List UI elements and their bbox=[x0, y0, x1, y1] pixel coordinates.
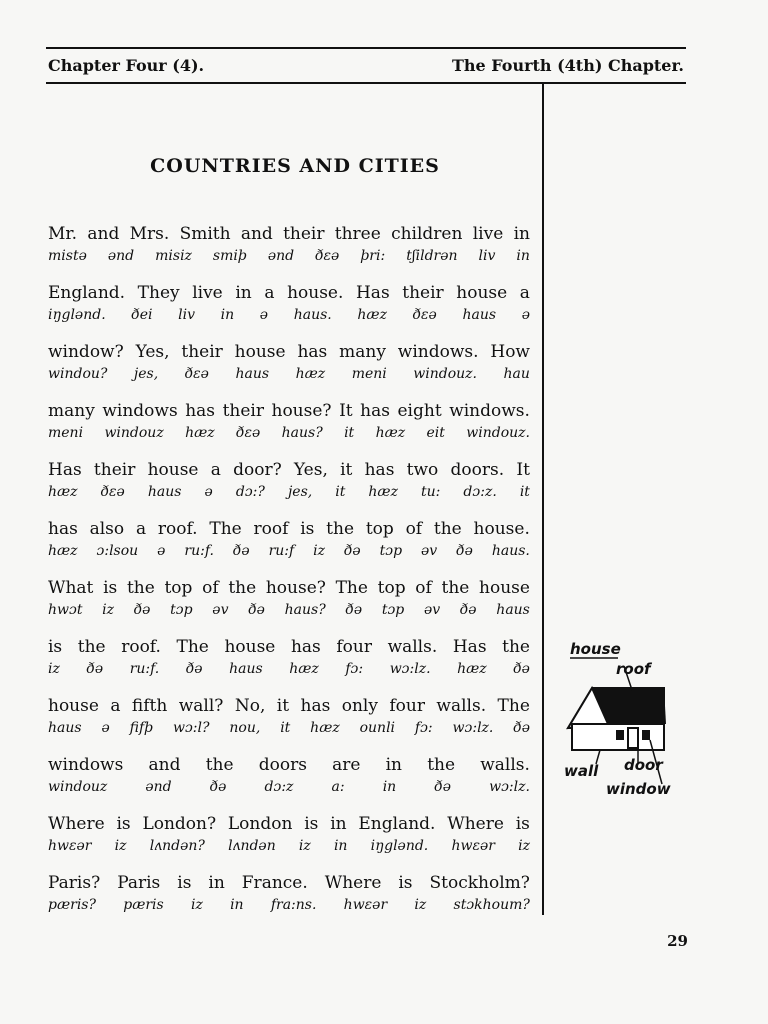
phonetic-word: ə bbox=[157, 543, 166, 559]
english-word: their bbox=[222, 401, 264, 421]
text-line-pair bbox=[48, 342, 530, 384]
phonetic-word: iz bbox=[518, 838, 530, 854]
english-word: also bbox=[89, 519, 125, 539]
english-word: a bbox=[264, 283, 275, 303]
phonetic-word: eit bbox=[426, 425, 445, 441]
english-word: their bbox=[283, 224, 325, 244]
phonetic-word: lʌndən? bbox=[149, 838, 205, 854]
phonetic-word: əv bbox=[421, 543, 438, 559]
phonetic-line bbox=[48, 364, 530, 384]
phonetic-word: ðɛə bbox=[236, 425, 261, 441]
phonetic-line bbox=[48, 423, 530, 443]
top-rule bbox=[46, 47, 686, 49]
phonetic-word: tɔp bbox=[379, 543, 403, 559]
english-word: live bbox=[192, 283, 223, 303]
phonetic-word: ənd bbox=[267, 248, 295, 264]
phonetic-line bbox=[48, 895, 530, 915]
phonetic-line bbox=[48, 482, 530, 502]
english-word: top bbox=[377, 578, 406, 598]
phonetic-word: hæz bbox=[310, 720, 340, 736]
english-word: Paris bbox=[117, 873, 161, 893]
phonetic-word: a: bbox=[331, 779, 345, 795]
english-word: a bbox=[210, 460, 221, 480]
english-word: England. bbox=[48, 283, 126, 303]
english-word: four bbox=[389, 696, 425, 716]
text-line-pair bbox=[48, 578, 530, 620]
phonetic-word: iz bbox=[313, 543, 325, 559]
english-line bbox=[48, 873, 530, 893]
english-word: has bbox=[185, 401, 216, 421]
english-word: roof. bbox=[157, 519, 198, 539]
label-door: door bbox=[624, 756, 663, 774]
phonetic-word: iz bbox=[298, 838, 311, 854]
english-word: England. bbox=[358, 814, 436, 834]
english-word: live bbox=[472, 224, 504, 244]
phonetic-word: ɔ:lsou bbox=[96, 543, 139, 559]
english-word: Mr. bbox=[48, 224, 78, 244]
english-word: top bbox=[365, 519, 394, 539]
english-word: is bbox=[48, 637, 63, 657]
english-word: door? bbox=[233, 460, 282, 480]
phonetic-word: ənd bbox=[145, 779, 172, 795]
english-word: a bbox=[110, 696, 121, 716]
english-line bbox=[48, 342, 530, 362]
english-word: windows. bbox=[449, 401, 530, 421]
phonetic-line bbox=[48, 246, 530, 266]
phonetic-word: ðə bbox=[513, 720, 530, 736]
english-word: has bbox=[48, 519, 78, 539]
phonetic-line bbox=[48, 600, 530, 620]
english-word: the bbox=[205, 755, 234, 775]
phonetic-word: misiz bbox=[155, 248, 192, 264]
english-line bbox=[48, 283, 530, 303]
text-line-pair bbox=[48, 519, 530, 561]
english-word: doors. bbox=[450, 460, 505, 480]
phonetic-word: wɔ:lz. bbox=[452, 720, 494, 736]
phonetic-word: in bbox=[220, 307, 235, 323]
english-line bbox=[48, 696, 530, 716]
english-word: is bbox=[177, 873, 192, 893]
phonetic-word: haus? bbox=[284, 602, 326, 618]
phonetic-word: ðə bbox=[456, 543, 473, 559]
text-line-pair bbox=[48, 460, 530, 502]
phonetic-word: windouz bbox=[48, 779, 108, 795]
text-line-pair bbox=[48, 224, 530, 266]
phonetic-word: ðɛə bbox=[184, 366, 209, 382]
phonetic-word: smiþ bbox=[212, 248, 247, 264]
english-word: of bbox=[202, 578, 219, 598]
english-word: windows bbox=[102, 401, 178, 421]
phonetic-word: windouz. bbox=[413, 366, 477, 382]
english-word: of bbox=[405, 519, 423, 539]
phonetic-word: tu: bbox=[421, 484, 441, 500]
english-word: is bbox=[304, 814, 319, 834]
phonetic-word: ðə bbox=[232, 543, 250, 559]
english-word: walls. bbox=[436, 696, 487, 716]
english-word: four bbox=[336, 637, 372, 657]
phonetic-word: stɔkhoum? bbox=[453, 897, 530, 913]
english-word: in bbox=[330, 814, 347, 834]
english-word: Yes, bbox=[293, 460, 328, 480]
phonetic-word: hwɛər bbox=[48, 838, 92, 854]
phonetic-word: meni bbox=[48, 425, 84, 441]
english-line bbox=[48, 401, 530, 421]
english-word: many bbox=[48, 401, 95, 421]
english-word: house? bbox=[271, 401, 332, 421]
phonetic-word: hwɛər bbox=[343, 897, 388, 913]
english-word: roof bbox=[253, 519, 289, 539]
english-word: and bbox=[148, 755, 181, 775]
english-line bbox=[48, 460, 530, 480]
phonetic-word: in bbox=[230, 897, 244, 913]
english-word: Yes, bbox=[135, 342, 170, 362]
english-word: Has bbox=[355, 283, 390, 303]
english-word: fifth bbox=[131, 696, 168, 716]
label-house: house bbox=[570, 640, 621, 658]
phonetic-word: haus bbox=[462, 307, 497, 323]
phonetic-word: haus. bbox=[491, 543, 530, 559]
phonetic-word: ðə bbox=[343, 543, 361, 559]
header-rule bbox=[46, 82, 686, 84]
english-word: house. bbox=[287, 283, 344, 303]
phonetic-word: fɔ: bbox=[414, 720, 433, 736]
phonetic-word: ðə bbox=[185, 661, 203, 677]
phonetic-word: hæz bbox=[48, 484, 78, 500]
english-word: has bbox=[360, 401, 390, 421]
phonetic-word: iz bbox=[114, 838, 127, 854]
phonetic-word: ə bbox=[259, 307, 269, 323]
english-word: wall? bbox=[178, 696, 224, 716]
english-word: in bbox=[513, 224, 530, 244]
phonetic-line bbox=[48, 836, 530, 856]
phonetic-word: iz bbox=[102, 602, 115, 618]
english-word: has bbox=[297, 342, 328, 362]
phonetic-word: ðə bbox=[86, 661, 104, 677]
english-word: house bbox=[147, 460, 199, 480]
english-word: The bbox=[335, 578, 368, 598]
phonetic-word: hau bbox=[503, 366, 530, 382]
english-word: are bbox=[332, 755, 361, 775]
phonetic-word: wɔ:l? bbox=[172, 720, 210, 736]
english-word: window? bbox=[48, 342, 124, 362]
english-line bbox=[48, 755, 530, 775]
phonetic-word: ru:f. bbox=[129, 661, 160, 677]
english-word: London bbox=[227, 814, 293, 834]
phonetic-word: haus bbox=[496, 602, 530, 618]
english-word: London? bbox=[142, 814, 217, 834]
english-word: a bbox=[519, 283, 530, 303]
phonetic-word: hæz bbox=[185, 425, 215, 441]
phonetic-word: ðə bbox=[459, 602, 477, 618]
phonetic-word: it bbox=[280, 720, 291, 736]
english-word: The bbox=[497, 696, 530, 716]
english-line bbox=[48, 224, 530, 244]
phonetic-word: hwɔt bbox=[48, 602, 83, 618]
phonetic-line bbox=[48, 718, 530, 738]
phonetic-line bbox=[48, 541, 530, 561]
phonetic-word: ə bbox=[521, 307, 530, 323]
english-word: The bbox=[176, 637, 209, 657]
phonetic-word: in bbox=[333, 838, 348, 854]
english-word: windows. bbox=[397, 342, 479, 362]
english-word: their bbox=[402, 283, 444, 303]
english-word: of bbox=[415, 578, 432, 598]
english-word: Where bbox=[48, 814, 105, 834]
english-word: roof. bbox=[121, 637, 161, 657]
english-word: two bbox=[406, 460, 439, 480]
phonetic-word: ðə bbox=[248, 602, 265, 618]
english-word: Stockholm? bbox=[429, 873, 530, 893]
english-word: has bbox=[290, 637, 321, 657]
phonetic-word: ru:f. bbox=[184, 543, 214, 559]
phonetic-word: iŋglənd. bbox=[370, 838, 429, 854]
phonetic-word: þri: bbox=[360, 248, 386, 264]
english-word: only bbox=[341, 696, 378, 716]
phonetic-word: liv bbox=[178, 307, 196, 323]
phonetic-word: windouz. bbox=[466, 425, 530, 441]
english-word: is bbox=[515, 814, 530, 834]
phonetic-word: dɔ:z bbox=[264, 779, 294, 795]
english-word: the bbox=[126, 578, 155, 598]
english-word: many bbox=[339, 342, 386, 362]
english-word: has bbox=[364, 460, 395, 480]
phonetic-word: it bbox=[344, 425, 355, 441]
english-word: It bbox=[516, 460, 530, 480]
english-word: children bbox=[391, 224, 463, 244]
phonetic-word: pæris? bbox=[48, 897, 96, 913]
phonetic-word: in bbox=[382, 779, 397, 795]
phonetic-word: pæris bbox=[123, 897, 164, 913]
phonetic-word: hæz bbox=[357, 307, 387, 323]
english-word: in bbox=[208, 873, 225, 893]
english-word: house bbox=[224, 637, 276, 657]
english-word: their bbox=[181, 342, 223, 362]
phonetic-word: əv bbox=[212, 602, 229, 618]
english-word: walls. bbox=[480, 755, 530, 775]
phonetic-line bbox=[48, 659, 530, 679]
phonetic-word: haus bbox=[235, 366, 270, 382]
phonetic-word: ðə bbox=[209, 779, 227, 795]
phonetic-word: dɔ:? bbox=[235, 484, 265, 500]
phonetic-word: meni bbox=[351, 366, 387, 382]
phonetic-word: lʌndən bbox=[228, 838, 276, 854]
phonetic-line bbox=[48, 777, 530, 797]
phonetic-word: hæz bbox=[457, 661, 487, 677]
english-word: Paris? bbox=[48, 873, 101, 893]
phonetic-word: iz bbox=[414, 897, 427, 913]
phonetic-word: ðə bbox=[345, 602, 363, 618]
english-word: house bbox=[48, 696, 99, 716]
phonetic-word: it bbox=[335, 484, 346, 500]
phonetic-word: haus bbox=[229, 661, 263, 677]
phonetic-word: ðə bbox=[513, 661, 530, 677]
english-word: How bbox=[490, 342, 530, 362]
english-word: and bbox=[87, 224, 120, 244]
phonetic-word: hæz bbox=[48, 543, 78, 559]
page-title: COUNTRIES AND CITIES bbox=[150, 155, 440, 177]
phonetic-word: tɔp bbox=[170, 602, 193, 618]
phonetic-word: haus? bbox=[281, 425, 323, 441]
phonetic-word: ounli bbox=[359, 720, 396, 736]
page-number: 29 bbox=[667, 932, 688, 950]
text-line-pair bbox=[48, 814, 530, 856]
english-word: is bbox=[300, 519, 315, 539]
english-word: Smith bbox=[179, 224, 231, 244]
phonetic-word: ru:f bbox=[268, 543, 295, 559]
phonetic-word: ðɛə bbox=[412, 307, 437, 323]
phonetic-word: windouz bbox=[104, 425, 164, 441]
phonetic-word: ðɛə bbox=[100, 484, 125, 500]
chapter-header-right: The Fourth (4th) Chapter. bbox=[452, 56, 684, 75]
phonetic-word: ənd bbox=[107, 248, 135, 264]
english-word: walls. bbox=[387, 637, 438, 657]
phonetic-word: hæz bbox=[375, 425, 406, 441]
phonetic-word: ðə bbox=[133, 602, 151, 618]
text-line-pair bbox=[48, 755, 530, 797]
text-line-pair bbox=[48, 283, 530, 325]
column-divider bbox=[542, 83, 544, 915]
phonetic-word: fra:ns. bbox=[270, 897, 317, 913]
english-word: Where bbox=[447, 814, 504, 834]
label-wall: wall bbox=[564, 762, 599, 780]
english-word: doors bbox=[258, 755, 307, 775]
english-word: France. bbox=[241, 873, 308, 893]
phonetic-word: wɔ:lz. bbox=[489, 779, 530, 795]
phonetic-word: jes, bbox=[287, 484, 313, 500]
phonetic-word: hæz bbox=[289, 661, 319, 677]
english-word: is bbox=[116, 814, 131, 834]
english-line bbox=[48, 637, 530, 657]
phonetic-word: jes, bbox=[133, 366, 159, 382]
phonetic-word: əv bbox=[423, 602, 441, 618]
phonetic-word: in bbox=[516, 248, 530, 264]
english-word: has bbox=[300, 696, 331, 716]
phonetic-word: dɔ:z. bbox=[463, 484, 497, 500]
english-word: it bbox=[276, 696, 290, 716]
english-word: three bbox=[334, 224, 381, 244]
english-word: house bbox=[456, 283, 508, 303]
english-word: eight bbox=[397, 401, 442, 421]
phonetic-word: ðə bbox=[434, 779, 452, 795]
phonetic-word: it bbox=[519, 484, 530, 500]
phonetic-word: liv bbox=[478, 248, 496, 264]
english-word: house bbox=[234, 342, 286, 362]
english-word: in bbox=[385, 755, 403, 775]
english-word: It bbox=[339, 401, 353, 421]
english-word: the bbox=[326, 519, 355, 539]
phonetic-word: ə bbox=[101, 720, 110, 736]
english-word: house. bbox=[473, 519, 530, 539]
english-word: They bbox=[137, 283, 180, 303]
phonetic-word: mistə bbox=[48, 248, 87, 264]
english-line bbox=[48, 519, 530, 539]
english-word: house? bbox=[265, 578, 326, 598]
chapter-header-left: Chapter Four (4). bbox=[48, 56, 205, 75]
label-roof: roof bbox=[616, 660, 651, 678]
phonetic-word: windou? bbox=[48, 366, 108, 382]
house-illustration bbox=[560, 636, 690, 806]
english-word: the bbox=[441, 578, 470, 598]
phonetic-word: fɔ: bbox=[345, 661, 364, 677]
english-word: their bbox=[93, 460, 136, 480]
phonetic-word: haus bbox=[48, 720, 82, 736]
phonetic-word: iŋglənd. bbox=[48, 307, 106, 323]
english-word: No, bbox=[234, 696, 266, 716]
english-word: windows bbox=[48, 755, 124, 775]
english-line bbox=[48, 814, 530, 834]
english-word: the bbox=[427, 755, 456, 775]
english-word: and bbox=[240, 224, 273, 244]
english-word: is bbox=[103, 578, 118, 598]
phonetic-word: haus bbox=[147, 484, 182, 500]
phonetic-word: ðɛə bbox=[315, 248, 340, 264]
phonetic-word: ðei bbox=[131, 307, 153, 323]
phonetic-word: ə bbox=[204, 484, 213, 500]
english-word: The bbox=[209, 519, 242, 539]
english-word: is bbox=[398, 873, 413, 893]
english-word: a bbox=[135, 519, 147, 539]
english-word: it bbox=[340, 460, 353, 480]
english-word: Has bbox=[452, 637, 487, 657]
phonetic-word: hwɛər bbox=[451, 838, 495, 854]
english-line bbox=[48, 578, 530, 598]
phonetic-word: haus. bbox=[293, 307, 332, 323]
phonetic-line bbox=[48, 305, 530, 325]
phonetic-word: nou, bbox=[229, 720, 261, 736]
english-word: Has bbox=[48, 460, 82, 480]
english-word: in bbox=[235, 283, 252, 303]
phonetic-word: tʃildrən bbox=[406, 248, 458, 264]
phonetic-word: iz bbox=[190, 897, 203, 913]
label-window: window bbox=[606, 780, 671, 798]
text-line-pair bbox=[48, 637, 530, 679]
english-word: Where bbox=[324, 873, 382, 893]
english-word: What bbox=[48, 578, 94, 598]
english-word: the bbox=[502, 637, 530, 657]
english-word: the bbox=[228, 578, 257, 598]
phonetic-word: hæz bbox=[368, 484, 398, 500]
phonetic-word: tɔp bbox=[381, 602, 405, 618]
english-word: Mrs. bbox=[129, 224, 170, 244]
english-word: house bbox=[479, 578, 530, 598]
english-word: the bbox=[433, 519, 462, 539]
phonetic-word: iz bbox=[48, 661, 60, 677]
text-line-pair bbox=[48, 696, 530, 738]
text-line-pair bbox=[48, 873, 530, 915]
phonetic-word: fifþ bbox=[129, 720, 154, 736]
text-line-pair bbox=[48, 401, 530, 443]
english-word: the bbox=[77, 637, 106, 657]
phonetic-word: hæz bbox=[295, 366, 326, 382]
english-word: top bbox=[164, 578, 193, 598]
phonetic-word: wɔ:lz. bbox=[389, 661, 431, 677]
